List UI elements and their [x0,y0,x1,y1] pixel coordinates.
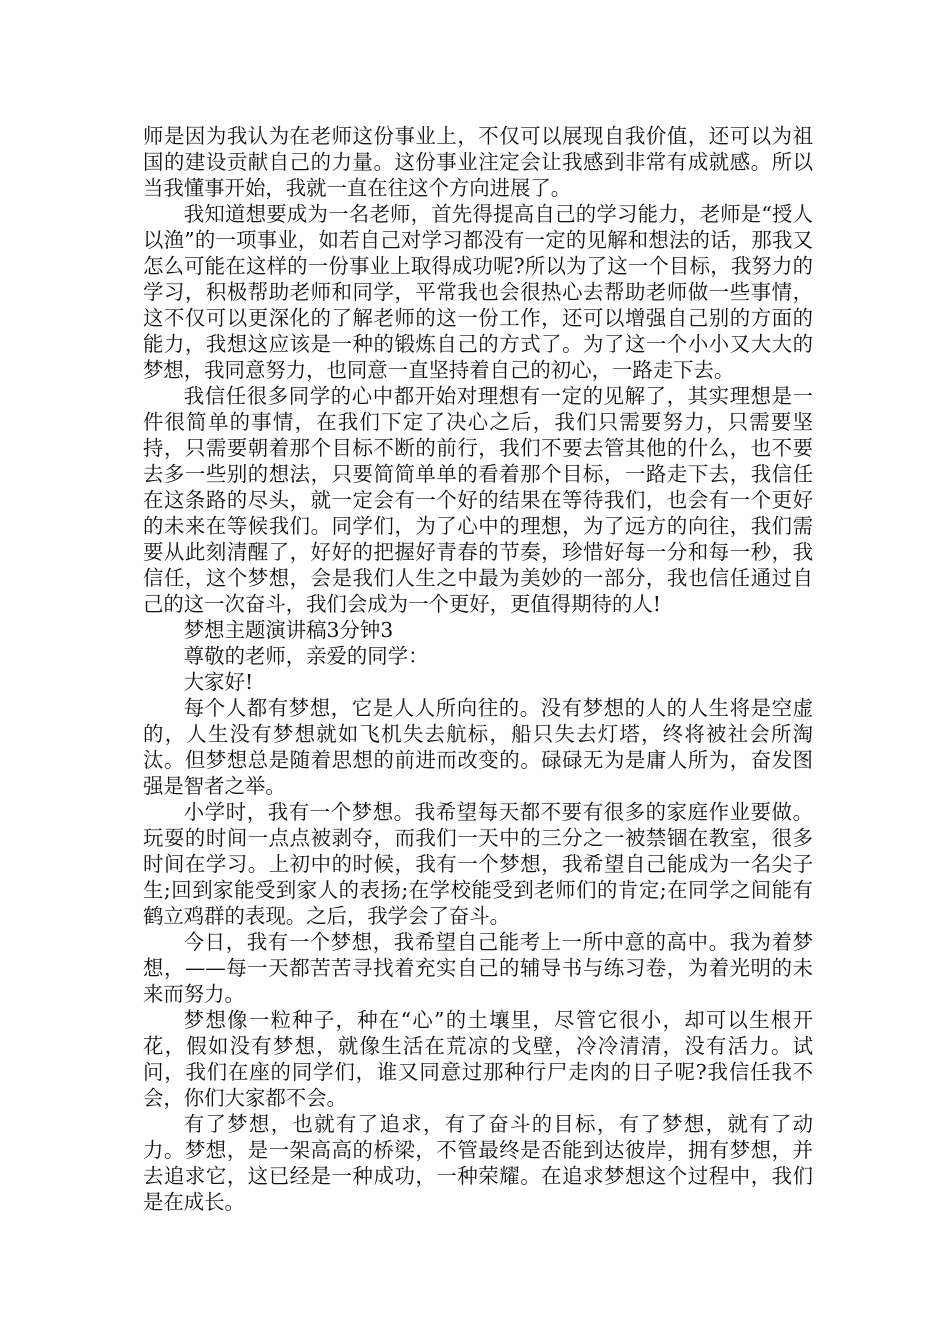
paragraph: 我信任很多同学的心中都开始对理想有一定的见解了，其实理想是一件很简单的事情，在我们下定了决心之后，我们只需要努力，只需要坚持，只需要朝着那个目标不断的前行，我们不要去管其他的什么，也不要去多一些别的想法，只要简简单单的看着那个目标，一路走下去，我信任在这条路的尽头，就一定会有一个好的结果在等待我们，也会有一个更好的未来在等候我们。同学们，为了心中的理想，为了远方的向往，我们需要从此刻清醒了，好好的把握好青春的节奏，珍惜好每一分和每一秒，我信任，这个梦想，会是我们人生之中最为美妙的一部分，我也信任通过自己的这一次奋斗，我们会成为一个更好，更值得期待的人! [143,384,813,616]
document-body [143,123,813,1215]
paragraph: 小学时，我有一个梦想。我希望每天都不要有很多的家庭作业要做。玩耍的时间一点点被剥夺，而我们一天中的三分之一被禁锢在教室，很多时间在学习。上初中的时候，我有一个梦想，我希望自己能成为一名尖子生;回到家能受到家人的表扬;在学校能受到老师们的肯定;在同学之间能有鹤立鸡群的表现。之后，我学会了奋斗。 [143,800,813,928]
paragraph: 师是因为我认为在老师这份事业上，不仅可以展现自我价值，还可以为祖国的建设贡献自己的力量。这份事业注定会让我感到非常有成就感。所以当我懂事开始，我就一直在往这个方向进展了。 [143,124,813,200]
salutation: 尊敬的老师，亲爱的同学： [183,644,429,668]
paragraph: 每个人都有梦想，它是人人所向往的。没有梦想的人的人生将是空虚的，人生没有梦想就如飞机失去航标，船只失去灯塔，终将被社会所淘汰。但梦想总是随着思想的前进而改变的。碌碌无为是庸人所为，奋发图强是智者之举。 [143,696,813,798]
paragraph: 梦想像一粒种子，种在“心”的土壤里，尽管它很小，却可以生根开花，假如没有梦想，就像生活在荒凉的戈壁，冷冷清清，没有活力。试问，我们在座的同学们，谁又同意过那种行尸走肉的日子呢?我信任我不会，你们大家都不会。 [143,1008,813,1110]
paragraph: 今日，我有一个梦想，我希望自己能考上一所中意的高中。我为着梦想，——每一天都苦苦寻找着充实自己的辅导书与练习卷，为着光明的未来而努力。 [143,930,813,1006]
section-heading: 梦想主题演讲稿3分钟3 [183,618,394,642]
paragraph: 有了梦想，也就有了追求，有了奋斗的目标，有了梦想，就有了动力。梦想，是一架高高的桥梁，不管最终是否能到达彼岸，拥有梦想，并去追求它，这已经是一种成功，一种荣耀。在追求梦想这个过程中，我们是在成长。 [143,1112,813,1214]
greeting: 大家好! [183,670,254,694]
paragraph: 我知道想要成为一名老师，首先得提高自己的学习能力，老师是“授人以渔”的一项事业，如若自己对学习都没有一定的见解和想法的话，那我又怎么可能在这样的一份事业上取得成功呢?所以为了这一个目标，我努力的学习，积极帮助老师和同学，平常我也会很热心去帮助老师做一些事情，这不仅可以更深化的了解老师的这一份工作，还可以增强自己别的方面的能力，我想这应该是一种的锻炼自己的方式了。为了这一个小小又大大的梦想，我同意努力，也同意一直坚持着自己的初心，一路走下去。 [143,202,813,382]
